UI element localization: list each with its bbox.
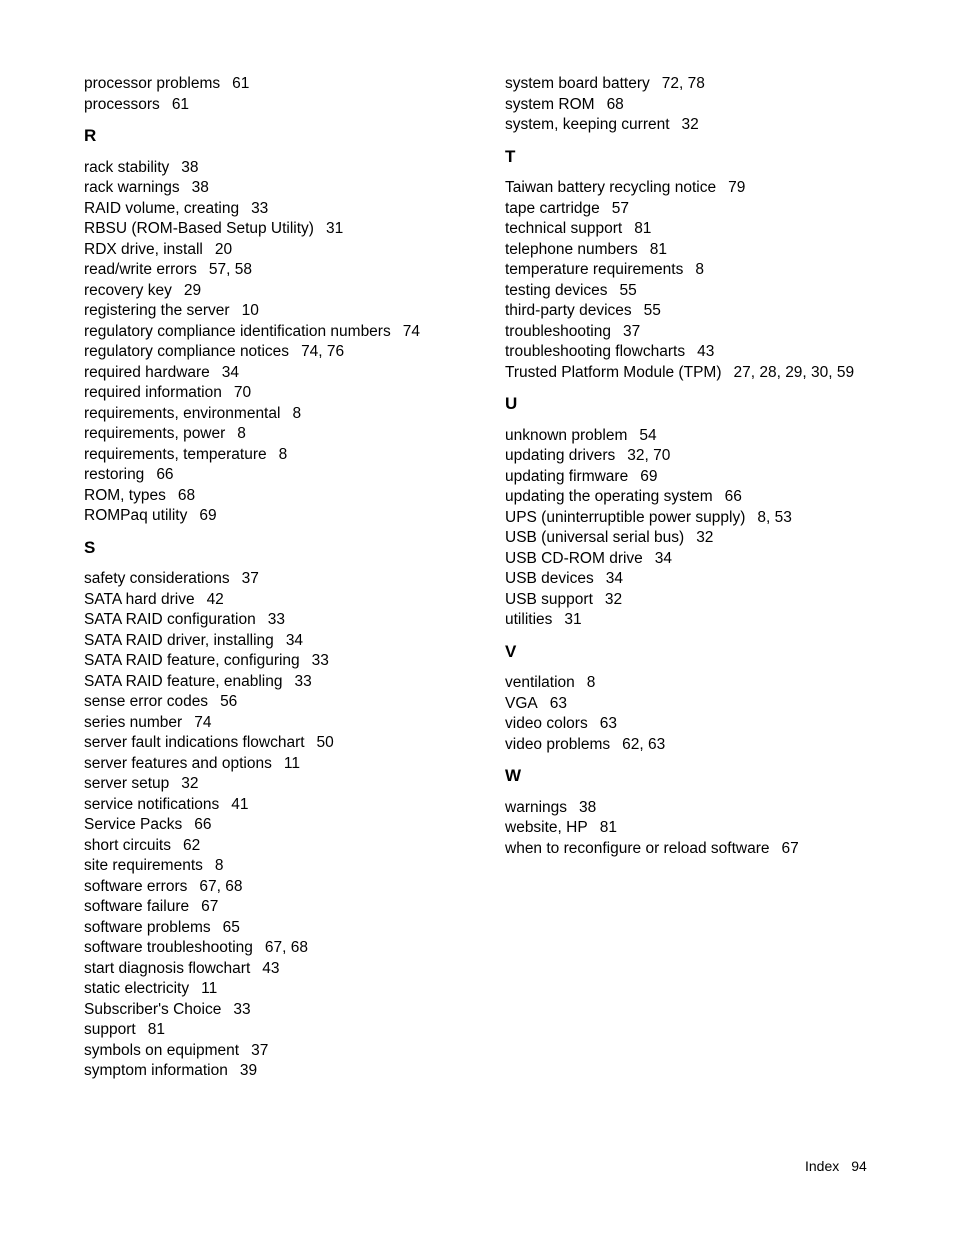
- entry-term: warnings: [505, 798, 568, 816]
- index-entry: [84, 383, 484, 404]
- index-entry: [84, 877, 484, 898]
- entry-page-links[interactable]: 68: [606, 95, 624, 113]
- index-section: [84, 126, 484, 527]
- entry-term: requirements, environmental: [84, 404, 281, 422]
- index-entry: [505, 240, 925, 261]
- entry-page-links[interactable]: 69: [640, 467, 658, 485]
- entry-page-links[interactable]: 33: [233, 1000, 251, 1018]
- entry-term: regulatory compliance notices: [84, 343, 290, 360]
- entry-page-links[interactable]: 11: [201, 980, 218, 997]
- section-letter: W: [505, 766, 522, 785]
- entry-page-links[interactable]: 65: [222, 918, 240, 936]
- entry-term: registering the server: [84, 302, 230, 319]
- index-entry: [505, 199, 925, 220]
- entry-page-links[interactable]: 66: [194, 816, 212, 833]
- index-section: [505, 147, 925, 384]
- index-entry: [84, 733, 484, 754]
- index-entry: [505, 839, 925, 860]
- entry-term: rack stability: [84, 158, 170, 176]
- index-entry: [84, 445, 484, 466]
- index-entry: [505, 281, 925, 302]
- entry-page-links[interactable]: 8: [214, 857, 224, 874]
- index-entry: [84, 836, 484, 857]
- index-entry: [84, 342, 484, 363]
- entry-term: requirements, temperature: [84, 445, 267, 463]
- entry-term: video problems: [505, 735, 611, 753]
- entry-page-links[interactable]: 62, 63: [622, 735, 666, 753]
- index-entry: [84, 610, 484, 631]
- footer-label: Index: [805, 1158, 840, 1174]
- entry-term: third-party devices: [505, 302, 632, 319]
- entry-term: testing devices: [505, 281, 608, 299]
- index-entry: [84, 219, 484, 240]
- entry-term: software failure: [84, 898, 190, 915]
- entry-page-links[interactable]: 37: [623, 322, 641, 340]
- index-entry: [84, 774, 484, 795]
- index-entry: [84, 754, 484, 775]
- index-entry: [505, 95, 925, 116]
- entry-page-links[interactable]: 63: [599, 715, 617, 732]
- entry-page-links[interactable]: 34: [285, 631, 304, 649]
- entry-term: USB CD-ROM drive: [505, 549, 643, 567]
- entry-term: read/write errors: [84, 261, 197, 278]
- entry-page-links[interactable]: 81: [649, 240, 667, 258]
- entry-term: processor problems: [84, 75, 221, 92]
- entry-term: updating firmware: [505, 467, 629, 485]
- section-letter: S: [84, 537, 96, 557]
- entry-term: temperature requirements: [505, 261, 684, 278]
- index-entry: [84, 1000, 484, 1021]
- index-entry: [84, 979, 484, 1000]
- index-entry: [84, 506, 484, 527]
- entry-page-links[interactable]: 33: [294, 672, 312, 690]
- index-entry: [505, 610, 925, 631]
- index-entry: [505, 446, 925, 467]
- entry-term: restoring: [84, 466, 145, 483]
- entry-term: system board battery: [505, 75, 650, 92]
- entry-term: required information: [84, 384, 222, 401]
- index-entry: [505, 74, 925, 95]
- index-entry: [505, 735, 925, 756]
- index-section: [505, 394, 925, 631]
- entry-term: RDX drive, install: [84, 240, 203, 258]
- index-entry: [84, 240, 484, 261]
- index-entry: [84, 651, 484, 672]
- index-entry: [84, 260, 484, 281]
- index-entry: [505, 798, 925, 819]
- index-entry: [84, 713, 484, 734]
- entry-term: SATA RAID feature, configuring: [84, 652, 300, 669]
- entry-page-links[interactable]: 32: [681, 116, 699, 133]
- entry-term: Subscriber's Choice: [84, 1000, 222, 1018]
- entry-page-links[interactable]: 38: [181, 158, 199, 176]
- section-letter: V: [505, 641, 517, 661]
- index-entry: [84, 424, 484, 445]
- index-entry: [505, 549, 925, 570]
- index-entry: [84, 74, 484, 95]
- index-entry: [84, 856, 484, 877]
- entry-term: ventilation: [505, 674, 575, 691]
- entry-term: Trusted Platform Module (TPM): [505, 363, 722, 381]
- entry-term: Service Packs: [84, 816, 183, 833]
- index-entry: [505, 467, 925, 488]
- index-entry: [505, 487, 925, 508]
- entry-term: server fault indications flowchart: [84, 734, 305, 751]
- entry-page-links[interactable]: 67: [201, 898, 219, 915]
- entry-term: safety considerations: [84, 570, 230, 587]
- entry-term: support: [84, 1021, 136, 1038]
- entry-term: technical support: [505, 220, 623, 237]
- entry-page-links[interactable]: 66: [724, 488, 742, 505]
- index-entry: [84, 815, 484, 836]
- index-entry: [84, 692, 484, 713]
- entry-page-links[interactable]: 66: [156, 466, 174, 483]
- entry-page-links[interactable]: 32: [604, 590, 623, 608]
- entry-term: USB support: [505, 590, 593, 608]
- index-column-left: [84, 74, 484, 1082]
- entry-page-links[interactable]: 8: [237, 425, 246, 442]
- entry-page-links[interactable]: 32: [181, 775, 199, 792]
- entry-term: symbols on equipment: [84, 1041, 240, 1059]
- entry-page-links[interactable]: 67, 68: [199, 877, 243, 895]
- entry-term: website, HP: [505, 819, 588, 836]
- entry-term: USB (universal serial bus): [505, 529, 685, 546]
- index-section: [505, 74, 925, 136]
- index-entry: [505, 694, 925, 715]
- index-entry: [84, 178, 484, 199]
- entry-page-links[interactable]: 55: [643, 302, 661, 319]
- index-entry: [84, 158, 484, 179]
- entry-page-links[interactable]: 67: [781, 839, 799, 857]
- entry-page-links[interactable]: 68: [177, 486, 196, 504]
- index-entry: [505, 115, 925, 136]
- index-entry: [84, 897, 484, 918]
- index-entry: [505, 569, 925, 590]
- entry-page-links[interactable]: 42: [206, 590, 224, 608]
- entry-term: SATA RAID driver, installing: [84, 631, 274, 649]
- entry-term: SATA RAID configuration: [84, 611, 256, 628]
- index-section: [84, 538, 484, 1082]
- entry-page-links[interactable]: 8: [586, 674, 596, 691]
- index-entry: [505, 714, 925, 735]
- entry-term: system, keeping current: [505, 116, 670, 133]
- index-entry: [505, 301, 925, 322]
- entry-term: recovery key: [84, 281, 172, 299]
- entry-page-links[interactable]: 37: [241, 570, 259, 587]
- index-entry: [84, 795, 484, 816]
- entry-term: software problems: [84, 918, 211, 936]
- entry-page-links[interactable]: 38: [579, 798, 597, 816]
- entry-term: unknown problem: [505, 426, 628, 444]
- entry-term: software troubleshooting: [84, 939, 253, 956]
- index-entry: [84, 363, 484, 384]
- entry-page-links[interactable]: 70: [233, 384, 252, 401]
- entry-page-links[interactable]: 33: [251, 199, 269, 217]
- entry-term: RAID volume, creating: [84, 199, 240, 217]
- index-entry: [84, 631, 484, 652]
- index-entry: [505, 260, 925, 281]
- entry-page-links[interactable]: 31: [325, 220, 344, 237]
- entry-page-links[interactable]: 50: [316, 734, 334, 751]
- entry-term: processors: [84, 95, 160, 113]
- entry-page-links[interactable]: 27, 28, 29, 30, 59: [733, 363, 855, 381]
- index-entry: [84, 959, 484, 980]
- index-entry: [84, 199, 484, 220]
- entry-term: service notifications: [84, 795, 220, 813]
- index-entry: [84, 404, 484, 425]
- entry-page-links[interactable]: 11: [283, 754, 300, 772]
- entry-page-links[interactable]: 43: [262, 959, 280, 977]
- entry-page-links[interactable]: 31: [564, 611, 582, 628]
- entry-page-links[interactable]: 63: [549, 694, 567, 712]
- entry-term: series number: [84, 713, 183, 731]
- index-entry: [84, 1020, 484, 1041]
- entry-term: site requirements: [84, 857, 203, 874]
- index-entry: [84, 672, 484, 693]
- index-section: [505, 766, 925, 859]
- index-entry: [505, 178, 925, 199]
- index-entry: [84, 569, 484, 590]
- entry-term: short circuits: [84, 836, 171, 854]
- entry-page-links[interactable]: 55: [619, 281, 637, 299]
- entry-page-links[interactable]: 33: [311, 652, 329, 669]
- entry-term: SATA RAID feature, enabling: [84, 672, 283, 690]
- page-number: 94: [851, 1158, 867, 1174]
- index-section: [84, 74, 484, 115]
- entry-term: troubleshooting flowcharts: [505, 343, 686, 360]
- index-entry: [505, 342, 925, 363]
- entry-page-links[interactable]: 20: [214, 240, 233, 258]
- page-footer: [805, 1158, 867, 1174]
- entry-page-links[interactable]: 61: [232, 75, 250, 92]
- index-entry: [505, 673, 925, 694]
- entry-term: ROM, types: [84, 486, 166, 504]
- entry-term: system ROM: [505, 95, 595, 113]
- entry-term: telephone numbers: [505, 240, 638, 258]
- index-entry: [84, 918, 484, 939]
- entry-term: tape cartridge: [505, 199, 600, 217]
- entry-term: sense error codes: [84, 693, 209, 710]
- entry-term: updating the operating system: [505, 488, 713, 505]
- index-entry: [505, 528, 925, 549]
- entry-page-links[interactable]: 79: [728, 179, 746, 196]
- entry-page-links[interactable]: 33: [267, 611, 285, 628]
- entry-term: SATA hard drive: [84, 590, 195, 608]
- entry-page-links[interactable]: 34: [221, 363, 240, 381]
- index-entry: [505, 818, 925, 839]
- entry-page-links[interactable]: 81: [147, 1021, 165, 1038]
- entry-page-links[interactable]: 74: [402, 322, 420, 340]
- entry-term: symptom information: [84, 1062, 228, 1079]
- index-column-right: [505, 74, 925, 859]
- entry-page-links[interactable]: 74, 76: [301, 343, 345, 360]
- entry-term: rack warnings: [84, 179, 180, 196]
- index-entry: [505, 590, 925, 611]
- entry-page-links[interactable]: 72, 78: [661, 75, 705, 92]
- entry-term: VGA: [505, 694, 538, 712]
- section-letter: R: [84, 126, 97, 145]
- entry-page-links[interactable]: 8: [292, 404, 302, 422]
- index-entry: [84, 301, 484, 322]
- entry-term: USB devices: [505, 570, 594, 587]
- index-entry: [505, 219, 925, 240]
- entry-page-links[interactable]: 57, 58: [208, 261, 252, 278]
- index-entry: [505, 363, 925, 384]
- entry-term: troubleshooting: [505, 322, 611, 340]
- index-entry: [84, 95, 484, 116]
- entry-term: updating drivers: [505, 447, 616, 464]
- index-entry: [84, 938, 484, 959]
- entry-page-links[interactable]: 54: [639, 426, 657, 444]
- entry-page-links[interactable]: 32, 70: [627, 447, 671, 464]
- entry-term: RBSU (ROM-Based Setup Utility): [84, 220, 314, 237]
- entry-page-links[interactable]: 69: [199, 507, 217, 524]
- entry-page-links[interactable]: 67, 68: [264, 939, 308, 956]
- entry-page-links[interactable]: 62: [183, 836, 201, 854]
- entry-term: requirements, power: [84, 425, 226, 442]
- index-entry: [84, 590, 484, 611]
- index-entry: [505, 322, 925, 343]
- index-entry: [84, 1061, 484, 1082]
- entry-page-links[interactable]: 8: [695, 261, 704, 278]
- entry-term: ROMPaq utility: [84, 507, 188, 524]
- index-entry: [84, 465, 484, 486]
- entry-term: static electricity: [84, 980, 190, 997]
- index-entry: [84, 322, 484, 343]
- entry-page-links[interactable]: 37: [251, 1041, 269, 1059]
- index-entry: [505, 508, 925, 529]
- entry-term: start diagnosis flowchart: [84, 959, 251, 977]
- entry-page-links[interactable]: 32: [696, 529, 714, 546]
- entry-page-links[interactable]: 8, 53: [757, 508, 792, 526]
- entry-page-links[interactable]: 34: [605, 570, 623, 587]
- entry-term: server setup: [84, 775, 170, 792]
- entry-term: required hardware: [84, 363, 210, 381]
- entry-page-links[interactable]: 10: [241, 302, 259, 319]
- entry-term: video colors: [505, 715, 588, 732]
- entry-page-links[interactable]: 43: [697, 343, 715, 360]
- index-section: [505, 642, 925, 756]
- entry-page-links[interactable]: 29: [183, 281, 202, 299]
- entry-page-links[interactable]: 81: [634, 220, 652, 237]
- entry-term: Taiwan battery recycling notice: [505, 179, 717, 196]
- section-letter: T: [505, 146, 516, 166]
- entry-page-links[interactable]: 57: [611, 199, 630, 217]
- entry-page-links[interactable]: 74: [194, 713, 212, 731]
- index-entry: [84, 1041, 484, 1062]
- entry-page-links[interactable]: 34: [654, 549, 673, 567]
- entry-term: when to reconfigure or reload software: [505, 839, 770, 857]
- entry-page-links[interactable]: 39: [239, 1062, 258, 1079]
- entry-page-links[interactable]: 8: [278, 445, 288, 463]
- entry-term: server features and options: [84, 754, 272, 772]
- index-entry: [84, 486, 484, 507]
- index-entry: [84, 281, 484, 302]
- entry-term: software errors: [84, 877, 188, 895]
- entry-term: regulatory compliance identification numbers: [84, 322, 391, 340]
- entry-page-links[interactable]: 61: [171, 95, 190, 113]
- entry-term: UPS (uninterruptible power supply): [505, 508, 746, 526]
- entry-page-links[interactable]: 81: [599, 819, 617, 836]
- index-entry: [505, 426, 925, 447]
- section-letter: U: [505, 394, 518, 413]
- entry-page-links[interactable]: 38: [191, 179, 209, 196]
- entry-term: utilities: [505, 611, 553, 628]
- entry-page-links[interactable]: 56: [220, 693, 238, 710]
- entry-page-links[interactable]: 41: [231, 795, 249, 813]
